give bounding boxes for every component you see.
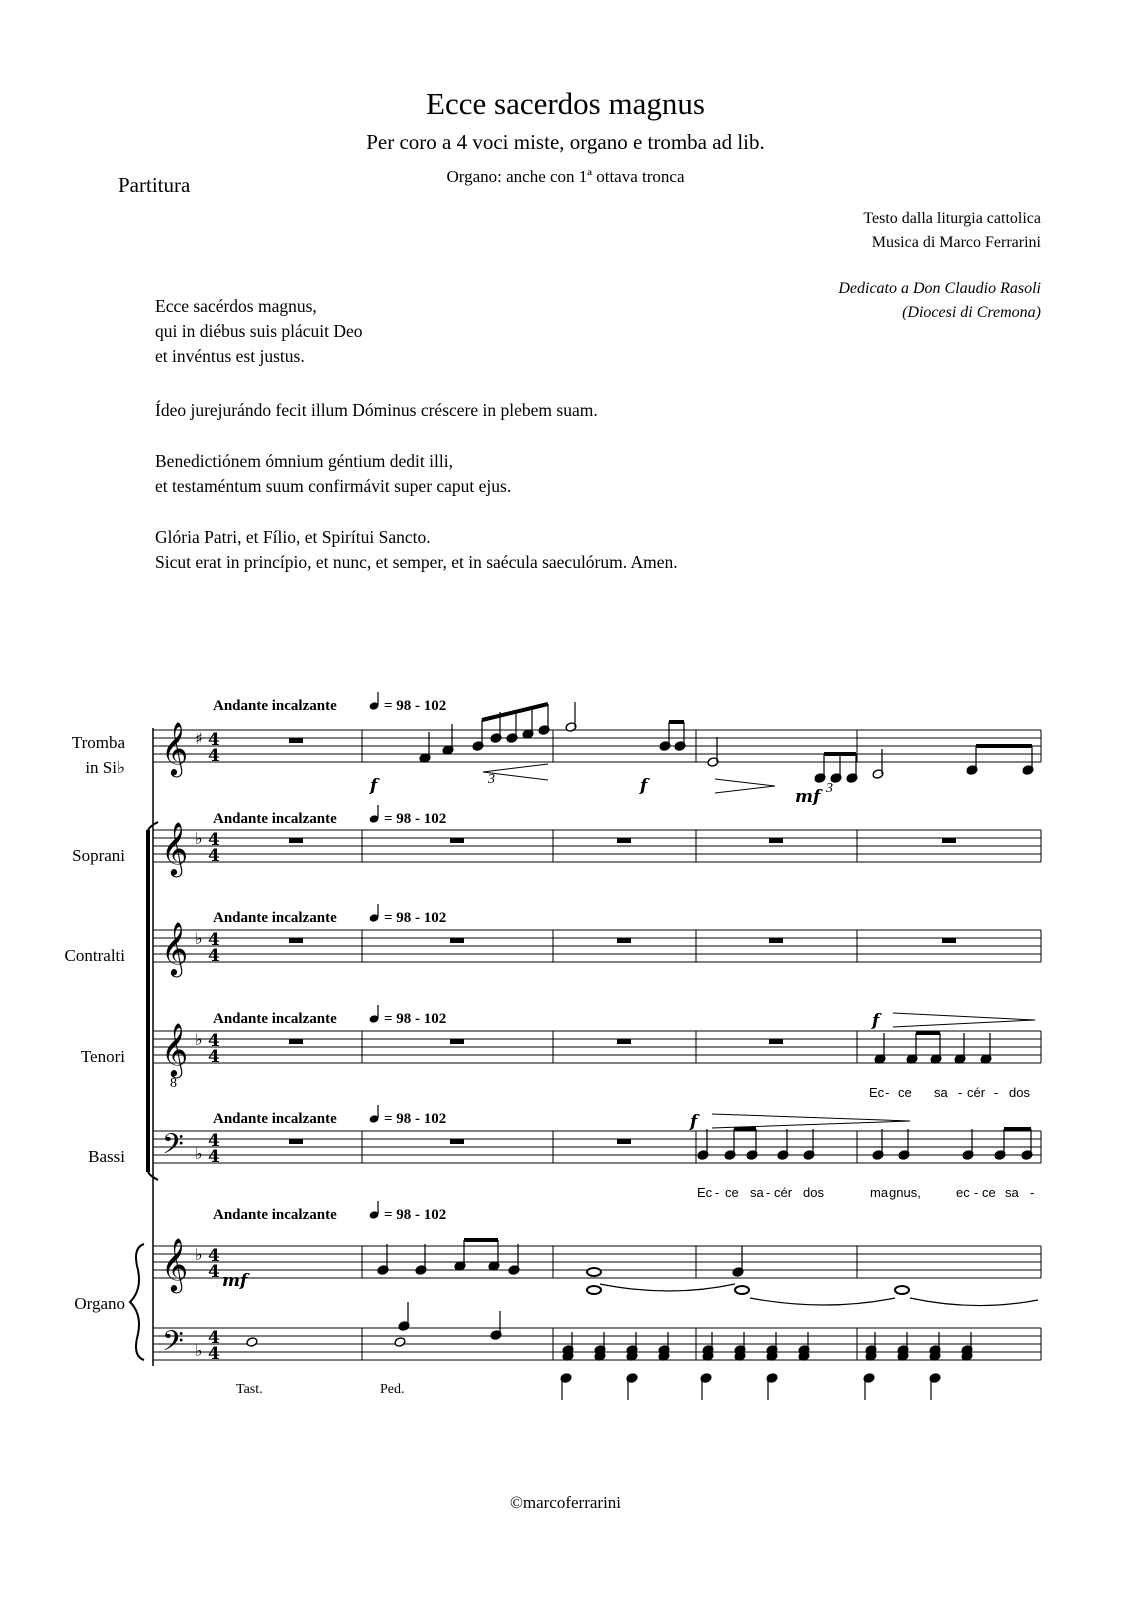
lyrics-line: et invéntus est justus. [155,346,305,366]
lyric-syllable: ce [898,1085,912,1100]
lyric-syllable: dos [1009,1085,1030,1100]
instrument-name-tromba-key: in Si♭ [85,758,125,777]
dynamic-f: f [370,776,378,796]
treble-clef-icon: 𝄞 [161,1022,189,1076]
lyric-syllable: sa [934,1085,948,1100]
whole-note [587,1286,601,1294]
note-head [394,1337,406,1348]
metronome-text: = 98 - 102 [384,910,447,926]
whole-rest-icon [769,838,783,843]
tempo-marking-soprani [213,805,446,827]
treble-clef-icon: 𝄞 [161,921,189,975]
lyric-syllable: cér [967,1085,986,1100]
note-beam [482,704,548,720]
triplet-number: 3 [488,772,495,787]
instrument-name-tromba: Tromba [71,733,125,752]
lyrics-line: Ecce sacérdos magnus, [155,296,317,316]
staff-soprani [153,821,1041,877]
tempo-text: Andante incalzante [213,1207,337,1223]
whole-rest-icon [450,838,464,843]
lyric-syllable: Ec [697,1185,713,1200]
treble-clef-icon: 𝄞 [161,721,189,775]
time-signature: 4 [208,1246,220,1266]
whole-rest-icon [289,1139,303,1144]
key-signature-icon: ♯ [195,729,203,748]
tenor-lyrics [869,1085,1030,1100]
tempo-text: Andante incalzante [213,1111,337,1127]
time-signature: 4 [208,746,220,766]
whole-rest-icon [450,938,464,943]
lyric-syllable: gnus, [889,1185,921,1200]
lyric-syllable: cér [774,1185,793,1200]
tie [750,1298,895,1305]
lyric-syllable: sa [1005,1185,1019,1200]
lyrics-line: et testaméntum suum confirmávit super caput ejus. [155,476,512,496]
lyric-syllable: - [766,1185,771,1200]
score-subtitle: Per coro a 4 voci miste, organo e tromba ad lib. [366,130,765,154]
whole-rest-icon [942,938,956,943]
time-signature: 4 [208,830,220,850]
metronome-text: = 98 - 102 [384,1207,447,1223]
dynamic-f: f [640,776,648,796]
lyric-syllable: ce [725,1185,739,1200]
dynamic-f: f [872,1011,880,1031]
music-credit: Musica di Marco Ferrarini [871,234,1041,251]
time-signature: 4 [208,946,220,966]
whole-rest-icon [942,838,956,843]
lyrics-line: qui in diébus suis plácuit Deo [155,321,363,341]
lyric-syllable: sa [750,1185,764,1200]
dynamic-mf: mf [795,787,821,807]
whole-note [587,1268,601,1276]
whole-rest-icon [617,838,631,843]
copyright: ©marcoferrarini [509,1493,622,1512]
whole-rest-icon [617,1139,631,1144]
key-signature-icon: ♭ [195,929,203,948]
instrument-name-organo: Organo [74,1294,125,1313]
time-signature: 4 [208,1047,220,1067]
lyrics-line: Sicut erat in princípio, et nunc, et semper, et in saécula saeculórum. Amen. [155,552,678,572]
decrescendo-hairpin [715,779,775,793]
key-signature-icon: ♭ [195,1341,203,1360]
treble-clef-icon: 𝄞 [161,821,189,875]
instrument-name-contralti: Contralti [64,946,125,965]
text-credit: Testo dalla liturgia cattolica [863,210,1041,227]
lyric-syllable: - [974,1185,979,1200]
organ-marking-ped: Ped. [380,1382,405,1397]
staff-tromba [153,721,1041,777]
time-signature: 4 [208,1262,220,1282]
tempo-text: Andante incalzante [213,910,337,926]
score-title: Ecce sacerdos magnus [426,86,705,121]
staff-organo-right [153,1237,1041,1293]
whole-rest-icon [289,838,303,843]
lyric-syllable: - [885,1085,890,1100]
lyric-syllable: - [715,1185,720,1200]
instrument-name-tenori: Tenori [80,1047,125,1066]
whole-rest-icon [617,1039,631,1044]
whole-rest-icon [769,1039,783,1044]
decrescendo-hairpin [893,1013,1035,1027]
whole-rest-icon [289,738,303,743]
organ-brace [130,1244,144,1360]
metronome-text: = 98 - 102 [384,1111,447,1127]
whole-rest-icon [289,1039,303,1044]
organ-marking-tast: Tast. [236,1382,263,1397]
whole-rest-icon [289,938,303,943]
whole-rest-icon [769,938,783,943]
lyric-syllable: ce [982,1185,996,1200]
tie [600,1284,735,1291]
whole-rest-icon [450,1039,464,1044]
tempo-marking-organo [213,1201,446,1223]
lyrics-line: Glória Patri, et Fílio, et Spirítui Sancto. [155,527,431,547]
organ-note: Organo: anche con 1ª ottava tronca [446,167,685,186]
tenor-octave-mark: 8 [170,1076,177,1091]
tempo-text: Andante incalzante [213,698,337,714]
note-head [246,1337,258,1348]
instrument-name-soprani: Soprani [72,846,125,865]
tempo-marking-tromba [213,692,446,714]
lyric-syllable: dos [803,1185,824,1200]
whole-rest-icon [617,938,631,943]
tempo-text: Andante incalzante [213,1011,337,1027]
key-signature-icon: ♭ [195,1030,203,1049]
dedication-sub: (Diocesi di Cremona) [902,304,1041,321]
lyric-syllable: - [1030,1185,1035,1200]
bass-clef-icon: 𝄢 [162,1128,184,1168]
lyrics-line: Benedictiónem ómnium géntium dedit illi, [155,451,453,471]
instrument-name-bassi: Bassi [88,1147,125,1166]
key-signature-icon: ♭ [195,1144,203,1163]
dynamic-f: f [690,1112,698,1132]
time-signature: 4 [208,730,220,750]
dedication-text: Dedicato a Don Claudio Rasoli [838,280,1041,297]
lyric-syllable: ma [870,1185,889,1200]
bass-clef-icon: 𝄢 [162,1325,184,1365]
decrescendo-hairpin [712,1114,910,1128]
time-signature: 4 [208,930,220,950]
time-signature: 4 [208,1328,220,1348]
metronome-text: = 98 - 102 [384,811,447,827]
treble-clef-icon: 𝄞 [161,1237,189,1291]
tie [910,1298,1038,1306]
dynamic-mf: mf [222,1271,248,1291]
whole-rest-icon [450,1139,464,1144]
triplet-number: 3 [826,781,833,796]
tempo-text: Andante incalzante [213,811,337,827]
lyrics-line: Ídeo jurejurándo fecit illum Dóminus créscere in plebem suam. [155,400,598,420]
tempo-marking-contralti [213,904,446,926]
lyric-syllable: - [994,1085,999,1100]
time-signature: 4 [208,1031,220,1051]
metronome-text: = 98 - 102 [384,1011,447,1027]
metronome-text: = 98 - 102 [384,698,447,714]
whole-note [735,1286,749,1294]
lyric-syllable: ec [956,1185,970,1200]
bass-lyrics [697,1185,1034,1200]
key-signature-icon: ♭ [195,829,203,848]
time-signature: 4 [208,1147,220,1167]
time-signature: 4 [208,846,220,866]
tempo-marking-tenori [213,1005,446,1027]
lyric-syllable: - [958,1085,963,1100]
lyric-syllable: Ec [869,1085,885,1100]
staff-tenori [153,1022,1041,1078]
time-signature: 4 [208,1131,220,1151]
tempo-marking-bassi [213,1105,446,1127]
key-signature-icon: ♭ [195,1245,203,1264]
staff-contralti [153,921,1041,977]
score-label: Partitura [118,173,191,197]
time-signature: 4 [208,1344,220,1364]
whole-note [895,1286,909,1294]
